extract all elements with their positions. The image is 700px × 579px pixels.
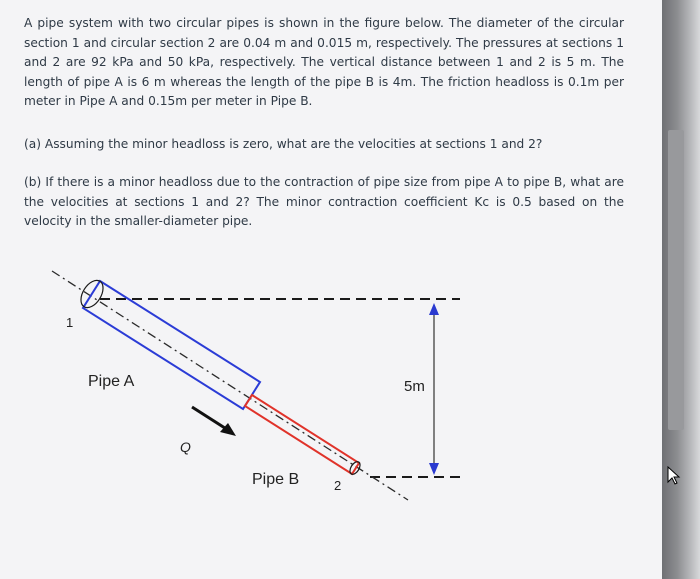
mouse-cursor-icon	[667, 466, 681, 486]
section-1-label: 1	[66, 315, 74, 330]
scrollbar-thumb[interactable]	[668, 130, 684, 430]
section-2-label: 2	[334, 478, 342, 493]
height-label: 5m	[404, 378, 425, 395]
pipe-system-figure	[40, 255, 470, 510]
pipe-a-label: Pipe A	[88, 373, 135, 390]
pipe-b-label: Pipe B	[252, 471, 300, 488]
flow-label: Q	[180, 439, 191, 455]
flow-arrow-shaft	[192, 407, 228, 430]
height-arrow-up	[429, 303, 439, 315]
problem-statement: A pipe system with two circular pipes is shown in the figure below. The diameter of the circular section 1 and circular section 2 are 0.04 m and 0.015 m, respectively. The pressures at sections 1 and 2 are 92 kPa and 50 kPa, respectively. The vertical distance between 1 and 2 is 5 m. The length of pipe A is 6 m whereas the length of the pipe B is 4m. The friction headloss is 0.1m per meter in Pipe A and 0.15m per meter in Pipe B.	[24, 16, 624, 108]
question-part-a: (a) Assuming the minor headloss is zero, what are the velocities at sections 1 and 2?	[24, 137, 543, 151]
height-arrow-down	[429, 463, 439, 475]
question-part-b: (b) If there is a minor headloss due to the contraction of pipe size from pipe A to pipe B, what are the velocities at sections 1 and 2? The minor contraction coefficient Kc is 0.5 based on the velocity in the smaller-diameter pipe.	[24, 175, 624, 228]
